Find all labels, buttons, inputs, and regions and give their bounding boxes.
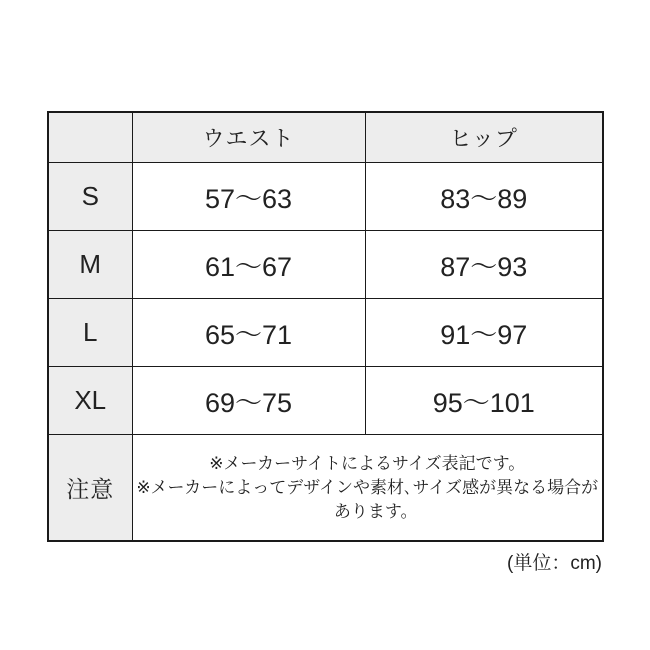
hip-value: 95〜101 xyxy=(365,367,603,435)
table-row-m xyxy=(48,231,603,299)
header-cell-waist: ウエスト xyxy=(132,112,365,163)
note-label: 注意 xyxy=(48,435,132,542)
size-label: XL xyxy=(48,367,132,435)
header-cell-size xyxy=(48,112,132,163)
note-text-cell xyxy=(132,435,603,542)
unit-label: (単位：cm) xyxy=(507,553,602,574)
hip-value: 83〜89 xyxy=(365,163,603,231)
waist-value: 57〜63 xyxy=(132,163,365,231)
header-row xyxy=(48,112,603,163)
note-line-3: あります。 xyxy=(333,501,418,521)
waist-value: 65〜71 xyxy=(132,299,365,367)
note-row xyxy=(48,435,603,542)
table-row-s xyxy=(48,163,603,231)
size-label: L xyxy=(48,299,132,367)
waist-value: 61〜67 xyxy=(132,231,365,299)
table-row-xl xyxy=(48,367,603,435)
hip-value: 87〜93 xyxy=(365,231,603,299)
table-row-l xyxy=(48,299,603,367)
size-chart-table xyxy=(47,111,604,542)
note-line-2: ※メーカーによってデザインや素材､サイズ感が異なる場合が xyxy=(136,477,599,497)
note-line-1: ※メーカーサイトによるサイズ表記です。 xyxy=(209,453,526,473)
header-cell-hip: ヒップ xyxy=(365,112,603,163)
hip-value: 91〜97 xyxy=(365,299,603,367)
waist-value: 69〜75 xyxy=(132,367,365,435)
size-label: M xyxy=(48,231,132,299)
size-label: S xyxy=(48,163,132,231)
